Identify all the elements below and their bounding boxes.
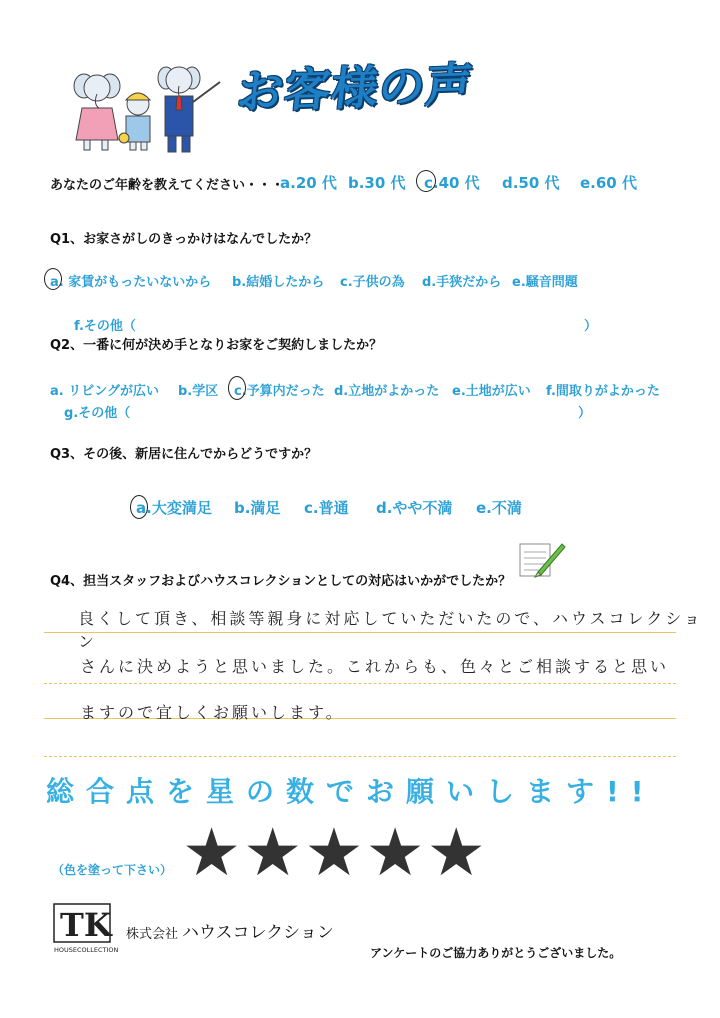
q1-other-close: ） — [584, 319, 598, 334]
page-title: お客様の声 — [234, 56, 477, 120]
q1-question: Q1、お家さがしのきっかけはなんでしたか？ — [50, 232, 318, 247]
answer-line — [44, 756, 676, 757]
q2-option-f[interactable]: f.間取りがよかった — [546, 384, 660, 399]
q1-option-b[interactable]: b.結婚したから — [232, 275, 325, 290]
company-name-text: ハウスコレクション — [182, 923, 334, 943]
q4-answer-line-1: 良くして頂き、相談等親身に対応していただいたので、ハウスコレクション — [78, 609, 703, 651]
q3-option-a[interactable]: a.大変満足 — [136, 499, 212, 517]
q3-option-c[interactable]: c.普通 — [304, 499, 349, 517]
age-option-a[interactable]: a.20 代 — [280, 174, 337, 192]
q4-answer-line-3: ますので宜しくお願いします。 — [80, 703, 345, 722]
q1-option-e[interactable]: e.騒音問題 — [512, 275, 578, 290]
company-name — [126, 918, 334, 943]
age-option-c[interactable]: c.40 代 — [424, 174, 480, 192]
q3-option-d[interactable]: d.やや不満 — [376, 499, 453, 517]
rating-prompt: 総合点を星の数でお願いします!! — [46, 775, 656, 808]
q2-option-b[interactable]: b.学区 — [178, 384, 219, 399]
answer-line — [44, 683, 676, 684]
selection-circle — [228, 376, 246, 400]
age-option-e[interactable]: e.60 代 — [580, 174, 637, 192]
age-option-d[interactable]: d.50 代 — [502, 174, 560, 192]
q2-option-a[interactable]: a. リビングが広い — [50, 384, 159, 399]
q3-option-b[interactable]: b.満足 — [234, 499, 281, 517]
selection-circle — [130, 495, 148, 519]
q1-option-d[interactable]: d.手狭だから — [422, 275, 502, 290]
q3-option-e[interactable]: e.不満 — [476, 499, 522, 517]
svg-text:TK: TK — [60, 906, 112, 944]
age-option-b[interactable]: b.30 代 — [348, 174, 406, 192]
selection-circle — [44, 268, 62, 290]
q2-option-e[interactable]: e.土地が広い — [452, 384, 531, 399]
elephant-girl-icon — [74, 74, 120, 150]
age-question: あなたのご年齢を教えてください・・・ — [50, 178, 285, 193]
q3-question: Q3、その後、新居に住んでからどうですか？ — [50, 447, 318, 462]
thanks-message: アンケートのご協力ありがとうございました。 — [370, 946, 622, 960]
star-rating[interactable]: ★★★★★ — [182, 814, 488, 891]
q2-question: Q2、一番に何が決め手となりお家をご契約しましたか？ — [50, 338, 383, 353]
q4-answer-line-2: さんに決めようと思いました。これからも、色々とご相談すると思い — [80, 657, 670, 676]
mascot-illustration — [58, 60, 226, 160]
company-logo-text: HOUSECOLLECTION — [54, 946, 119, 954]
q4-question: Q4、担当スタッフおよびハウスコレクションとしての対応はいかがでしたか？ — [50, 574, 512, 589]
elephant-man-icon — [158, 67, 220, 152]
company-logo — [52, 902, 122, 954]
q2-other-close: ） — [578, 406, 592, 421]
q1-option-a[interactable]: a. 家賃がもったいないから — [50, 275, 212, 290]
company-prefix: 株式会社 — [126, 927, 179, 942]
q2-option-other[interactable]: g.その他（ — [64, 406, 131, 421]
q2-option-d[interactable]: d.立地がよかった — [334, 384, 440, 399]
selection-circle — [416, 170, 436, 192]
elephant-child-icon — [119, 93, 150, 150]
notepad-pencil-icon — [518, 538, 566, 580]
q1-option-c[interactable]: c.子供の為 — [340, 275, 405, 290]
rating-note: （色を塗って下さい） — [52, 863, 173, 877]
q2-option-c[interactable]: c.予算内だった — [234, 384, 325, 399]
q1-option-other[interactable]: f.その他（ — [74, 319, 136, 334]
